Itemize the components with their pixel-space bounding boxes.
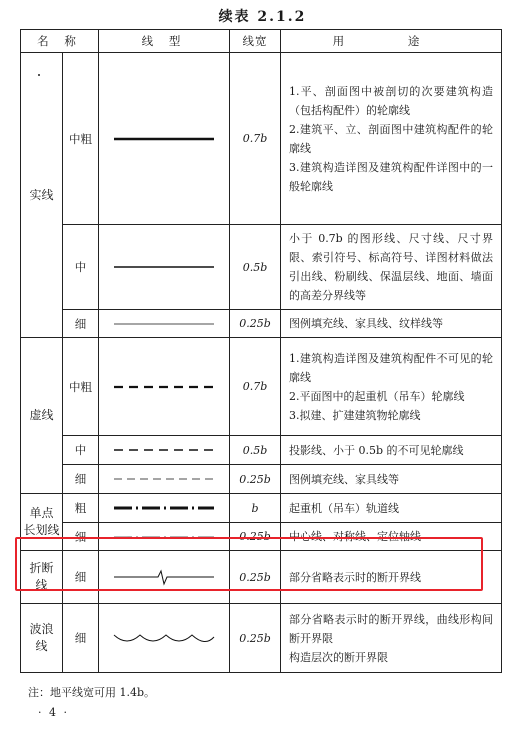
category-label-part: 折断	[29, 561, 54, 575]
line-sample-cell	[99, 436, 230, 465]
header-name: 名 称	[21, 30, 99, 53]
table-row	[21, 604, 502, 673]
line-sample-dashed-medium	[110, 440, 218, 460]
use-text: 2.建筑平、立、剖面图中建筑构配件的轮廓线	[289, 122, 493, 155]
line-sample-dash-dot-thick	[110, 498, 218, 518]
use-cell	[281, 310, 502, 338]
use-cell	[281, 225, 502, 310]
page-title: 续表 2.1.2	[218, 9, 307, 25]
category-cell: 虚线	[21, 338, 63, 494]
use-text: 1.建筑构造详图及建筑构配件不可见的轮廓线	[289, 351, 493, 384]
use-cell	[281, 465, 502, 494]
line-sample-cell	[99, 310, 230, 338]
line-width-cell: 0.25b	[230, 551, 281, 604]
sub-type-cell: 细	[63, 465, 99, 494]
use-cell	[281, 604, 502, 673]
table-row	[21, 338, 502, 436]
sub-type-cell: 细	[63, 604, 99, 673]
line-sample-cell	[99, 53, 230, 225]
line-sample-dashed-medium-thick	[110, 377, 218, 397]
line-width-cell: 0.25b	[230, 465, 281, 494]
line-width-cell: 0.7b	[230, 53, 281, 225]
line-sample-cell	[99, 604, 230, 673]
use-text: 图例填充线、家具线等	[289, 472, 399, 486]
header-line-type: 线 型	[99, 30, 230, 53]
table-row	[21, 436, 502, 465]
line-width-cell: 0.7b	[230, 338, 281, 436]
use-cell	[281, 436, 502, 465]
sub-type-cell: 中	[63, 225, 99, 310]
use-text: 中心线、对称线、定位轴线	[289, 530, 421, 543]
header-use: 用 途	[281, 30, 502, 53]
category-cell	[21, 604, 63, 673]
use-text: 2.平面图中的起重机（吊车）轮廓线	[289, 389, 465, 403]
table-header-row	[21, 30, 502, 53]
table-row	[21, 465, 502, 494]
category-label-part: 线	[35, 578, 48, 592]
use-text: 投影线、小于 0.5b 的不可见轮廓线	[289, 443, 464, 457]
category-label-part: 线	[35, 639, 48, 653]
line-width-cell: 0.25b	[230, 310, 281, 338]
use-text: 部分省略表示时的断开界线，曲线形构间断开界限	[289, 612, 493, 645]
sub-type-cell: 中粗	[63, 338, 99, 436]
table-row	[21, 494, 502, 523]
line-width-cell: b	[230, 494, 281, 523]
line-width-cell: 0.5b	[230, 225, 281, 310]
category-cell: 实线	[21, 53, 63, 338]
category-label-part: 单点	[29, 506, 54, 520]
use-text: 部分省略表示时的断开界线	[289, 570, 421, 584]
header-width: 线宽	[230, 30, 281, 53]
use-cell	[281, 494, 502, 523]
sub-type-cell: 粗	[63, 494, 99, 523]
use-text: 1.平、剖面图中被剖切的次要建筑构造（包括构配件）的轮廓线	[289, 84, 493, 117]
line-sample-cell	[99, 465, 230, 494]
category-label-part: 长划线	[23, 523, 60, 537]
footnote: 注：地平线宽可用 1.4b。	[28, 686, 156, 699]
sub-type-cell: 中粗	[63, 53, 99, 225]
table-row	[21, 310, 502, 338]
line-sample-solid-medium	[110, 257, 218, 277]
use-cell	[281, 338, 502, 436]
use-text: 起重机（吊车）轨道线	[289, 501, 399, 515]
sub-type-cell: 细	[63, 310, 99, 338]
page-number: · 4 ·	[38, 706, 69, 719]
table-row	[21, 225, 502, 310]
use-text: 3.建筑构造详图及建筑构配件详图中的一般轮廓线	[289, 160, 493, 193]
use-text: 图例填充线、家具线、纹样线等	[289, 317, 443, 330]
sub-type-cell: 细	[63, 551, 99, 604]
line-sample-wavy-line	[110, 628, 218, 648]
line-sample-cell	[99, 225, 230, 310]
use-text: 构造层次的断开界限	[289, 650, 388, 664]
line-width-cell: 0.25b	[230, 523, 281, 551]
line-width-cell: 0.25b	[230, 604, 281, 673]
line-sample-cell	[99, 338, 230, 436]
sub-type-cell: 中	[63, 436, 99, 465]
highlight-box	[15, 537, 483, 591]
line-sample-cell	[99, 494, 230, 523]
sub-type-cell: 细	[63, 523, 99, 551]
line-sample-solid-medium-thick	[110, 129, 218, 149]
use-text: 3.拟建、扩建建筑物轮廓线	[289, 408, 421, 422]
table-row	[21, 53, 502, 225]
use-cell	[281, 53, 502, 225]
line-sample-dashed-thin	[110, 469, 218, 489]
line-sample-solid-thin	[110, 314, 218, 334]
line-width-cell: 0.5b	[230, 436, 281, 465]
use-text: 小于 0.7b 的图形线、尺寸线、尺寸界限、索引符号、标高符号、详图材料做法引出线、粉刷线、保温层线、地面、墙面的高差分界线等	[289, 232, 493, 302]
category-label-part: 波浪	[29, 622, 54, 636]
